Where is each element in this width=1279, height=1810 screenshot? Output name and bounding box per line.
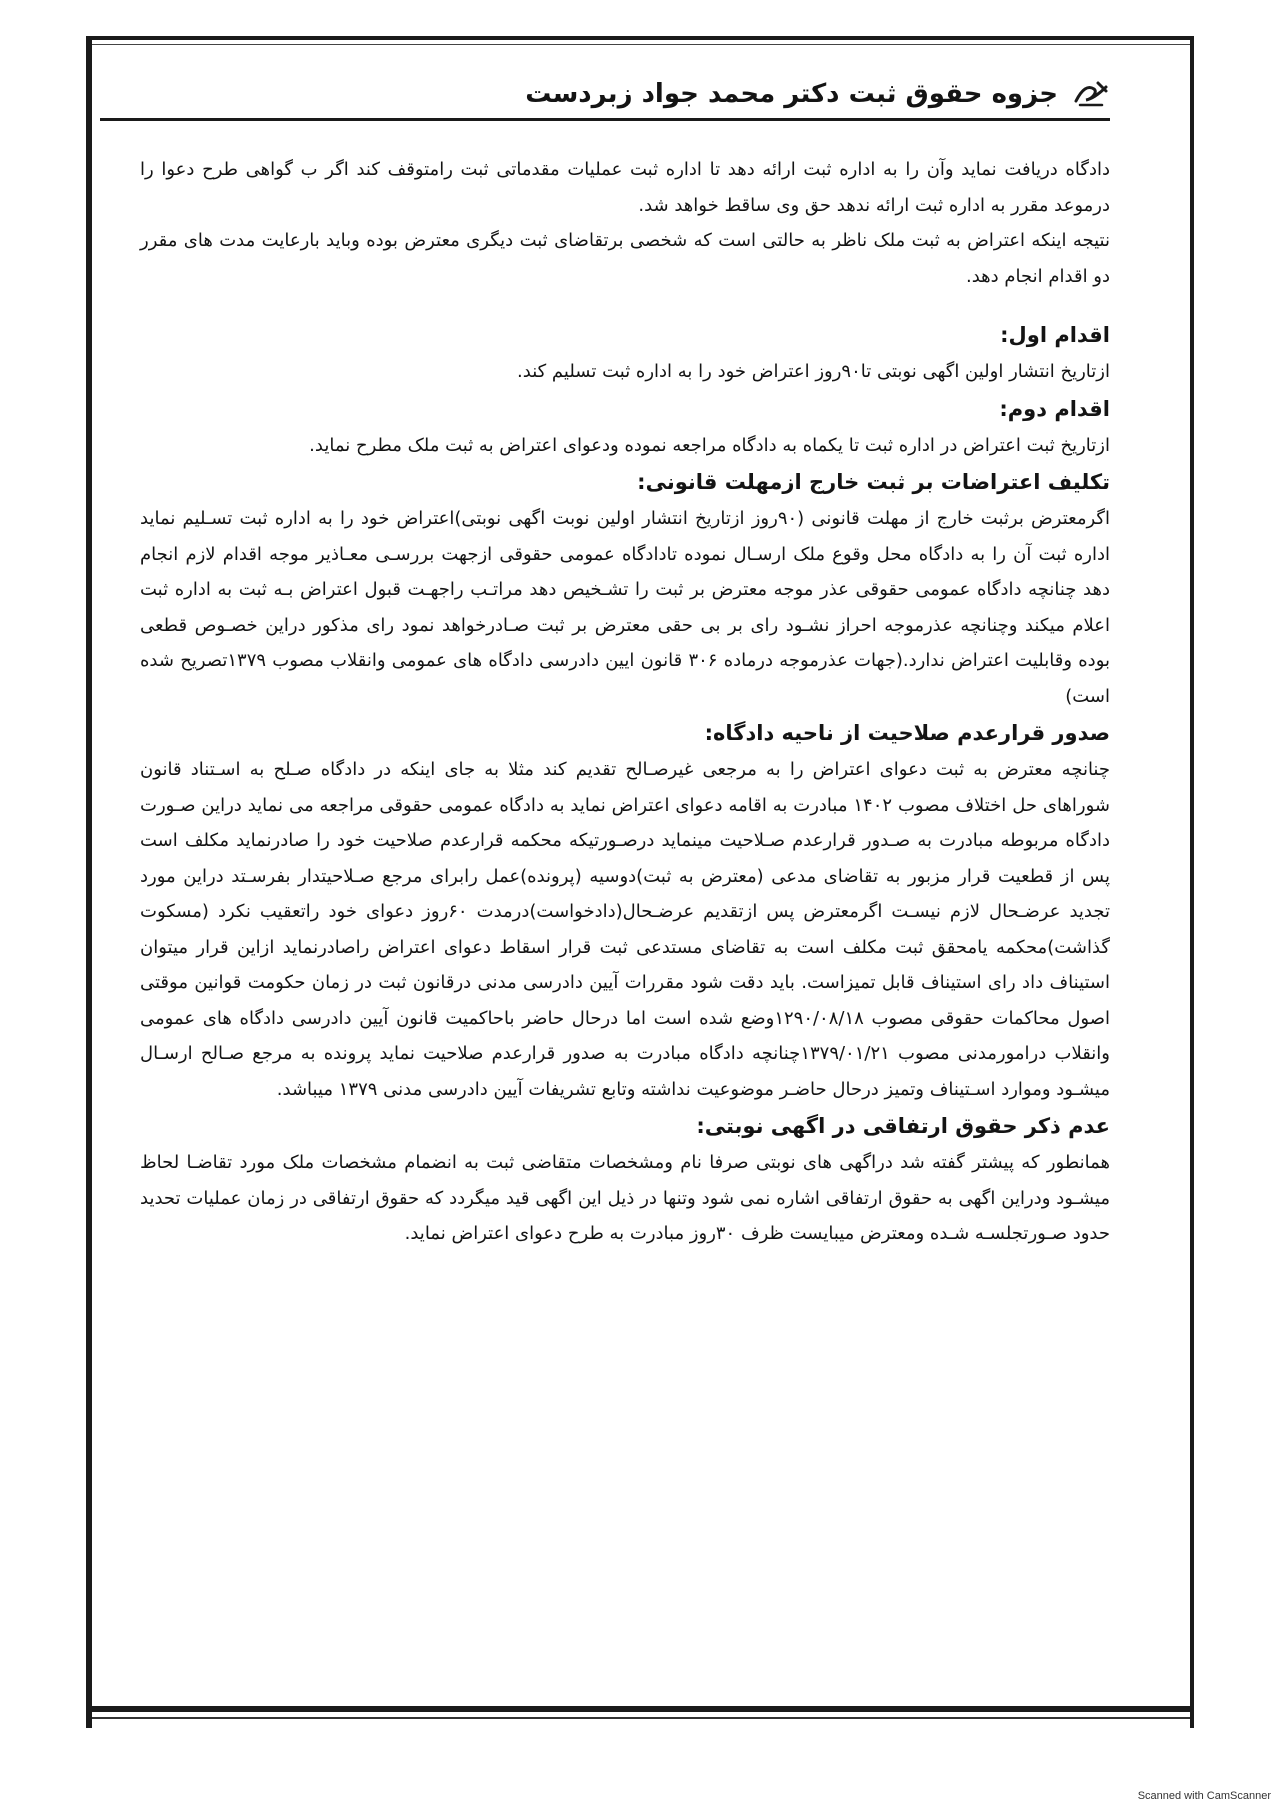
heading-second-step: اقدام دوم: bbox=[999, 396, 1110, 421]
heading-late-objections: تکلیف اعتراضات بر ثبت خارج ازمهلت قانونی: bbox=[637, 470, 1110, 494]
top-border-line bbox=[86, 36, 1194, 40]
section-spacer bbox=[140, 294, 1110, 316]
header-rule bbox=[100, 118, 1110, 121]
bottom-border-line bbox=[86, 1706, 1194, 1712]
document-body bbox=[140, 152, 1110, 1252]
scanner-watermark-text: Scanned with CamScanner bbox=[1137, 1790, 1271, 1802]
document-title: جزوه حقوق ثبت دکتر محمد جواد زبردست bbox=[525, 79, 1058, 109]
top-border-inner-line bbox=[92, 44, 1190, 45]
paragraph-2: نتیجه اینکه اعتراض به ثبت ملک ناظر به حالتی است که شخصی برتقاضای ثبت دیگری معترض بوده وباید بارعایت مدت های مقرر دو اقدام انجام دهد. bbox=[140, 230, 1110, 287]
bottom-border-inner-line bbox=[92, 1717, 1190, 1719]
paragraph-7: همانطور که پیشتر گفته شد دراگهی های نوبتی صرفا نام ومشخصات متقاضی ثبت به انضمام مشخصات ملک مورد تقاضـا لحاظ میشـود ودراین اگهی به حقوق ارتفاقی اشاره نمی شود وتنها در ذیل این اگهی قید میگردد که حقوق ارتفاقی در زمان عملیات تحدید حدود صـورتجلسـه شـده ومعترض میبایست ظرف ۳۰روز مبادرت به طرح دعوای اعتراض نماید. bbox=[140, 1152, 1110, 1244]
paragraph-3: ازتاریخ انتشار اولین اگهی نوبتی تا۹۰روز اعتراض خود را به اداره ثبت تسلیم کند. bbox=[517, 361, 1110, 382]
heading-lack-of-jurisdiction: صدور قرارعدم صلاحیت از ناحیه دادگاه: bbox=[704, 721, 1110, 745]
paragraph-6: چنانچه معترض به ثبت دعوای اعتراض را به مرجعی غیرصـالح تقدیم کند مثلا به جای اینکه در دادگاه صـلح به اسـتناد قانون شوراهای حل اختلاف مصوب ۱۴۰۲ مبادرت به اقامه دعوای اعتراض نماید به دادگاه عمومی حقوقی مراجعه می نماید دراین صـورت دادگاه مربوطه مبادرت به صـدور قرارعدم صـلاحیت مینماید درصـورتیکه محکمه قرارعدم صلاحیت خود را صادرنماید مکلف است پس از قطعیت قرار مزبور به تقاضای مدعی (معترض به ثبت)دوسیه (پرونده)عمل رابرای مرجع صـلاحیتدار بفرسـتد دراین مورد تجدید عرضـحال لازم نیسـت اگرمعترض پس ازتقدیم عرضـحال(دادخواست)درمدت ۶۰روز دعوای خود راتعقیب نکرد (مسکوت گذاشت)محکمه یامحقق ثبت مکلف است به تقاضای مستدعی ثبت قرار اسقاط دعوای اعتراض راصادرنماید ازاین قرار میتوان استیناف داد رای استیناف قابل تمیزاست. باید دقت شود مقررات آیین دادرسی مدنی درقانون ثبت در زمان حکومت قوانین موقتی اصول محاکمات حقوقی مصوب ۱۲۹۰/۰۸/۱۸وضع شده است اما درحال حاضر باحاکمیت قانون آیین دادرسی دادگاه های عمومی وانقلاب درامورمدنی مصوب ۱۳۷۹/۰۱/۲۱چنانچه دادگاه مبادرت به صدور قرارعدم صلاحیت نماید پرونده به مرجع صـالح ارسـال میشـود وموارد اسـتیناف وتمیز درحال حاضـر موضوعیت نداشته وتابع تشریفات آیین دادرسی مدنی ۱۳۷۹ میباشد. bbox=[140, 759, 1110, 1100]
heading-first-step: اقدام اول: bbox=[1000, 323, 1110, 347]
pen-signature-icon bbox=[1072, 79, 1110, 109]
heading-easement-rights: عدم ذکر حقوق ارتفاقی در اگهی نوبتی: bbox=[696, 1114, 1110, 1138]
page-header bbox=[100, 70, 1110, 118]
paragraph-4: ازتاریخ ثبت اعتراض در اداره ثبت تا یکماه به دادگاه مراجعه نموده ودعوای اعتراض به ثبت ملک مطرح نماید. bbox=[309, 434, 1110, 456]
paragraph-1: دادگاه دریافت نماید وآن را به اداره ثبت ارائه دهد تا اداره ثبت عملیات مقدماتی ثبت رامتوقف کند اگر ب گواهی طرح دعوا را درموعد مقرر به اداره ثبت ارائه ندهد حق وی ساقط خواهد شد. bbox=[140, 159, 1110, 216]
paragraph-5: اگرمعترض برثبت خارج از مهلت قانونی (۹۰روز ازتاریخ انتشار اولین نوبت اگهی نوبتی)اعتراض خود را به اداره ثبت تسـلیم نماید اداره ثبت آن را به دادگاه محل وقوع ملک ارسـال نموده تادادگاه عمومی حقوقی ازجهت بررسـی معـاذیر موجه اقدام لازم انجام دهد چنانچه دادگاه عمومی حقوقی عذر موجه معترض بر ثبت را تشـخیص دهد مراتـب راجهـت قبول اعتراض بـه ثبت به اداره ثبت اعلام میکند وچنانچه عذرموجه احراز نشـود رای بر بی حقی معترض بر ثبت صـادرخواهد نمود رای مذکور دراین خصـوص قطعی بوده وقابلیت اعتراض ندارد.(جهات عذرموجه درماده ۳۰۶ قانون ایین دادرسی دادگاه های عمومی وانقلاب مصوب ۱۳۷۹تصریح شده است) bbox=[140, 508, 1110, 707]
